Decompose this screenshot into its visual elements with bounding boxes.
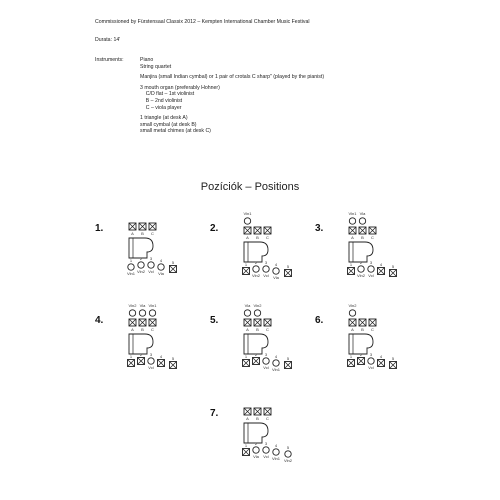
player-circle <box>253 266 259 272</box>
player-circle <box>368 266 374 272</box>
instrument-line: Manjira (small Indian cymbal) or 1 pair of crotals C sharp" (played by the pianist) <box>140 74 325 81</box>
seat-number: 2 <box>359 352 363 357</box>
position-diagram <box>315 211 395 305</box>
seat-number: 5 <box>286 356 290 361</box>
position-number: 6. <box>315 315 324 326</box>
bottom-player-label: Vcl <box>148 269 154 274</box>
position-number: 1. <box>95 223 104 234</box>
seat-number: 1 <box>129 354 133 359</box>
desk-label: B <box>256 327 259 332</box>
seat-number: 5 <box>391 264 395 269</box>
bottom-player-label: Vla <box>253 454 259 459</box>
piano-shape <box>244 242 268 262</box>
bottom-player-label: Vla <box>273 275 279 280</box>
instrument-line: small metal chimes (at desk C) <box>140 128 211 135</box>
seat-number: 2 <box>139 256 143 261</box>
desk-label: C <box>151 327 154 332</box>
position-number: 4. <box>95 315 104 326</box>
seat-number: 5 <box>286 445 290 450</box>
desk-label: A <box>131 231 134 236</box>
desk-label: B <box>256 416 259 421</box>
desk-label: B <box>141 231 144 236</box>
player-circle <box>129 310 135 316</box>
player-circle <box>358 266 364 272</box>
bottom-player-label: Vcl <box>263 454 269 459</box>
player-circle <box>149 310 155 316</box>
desk-label: A <box>246 235 249 240</box>
seat-number: 3 <box>264 441 268 446</box>
bottom-player-label: Vln2 <box>251 273 261 278</box>
top-player-label: Vln2 <box>128 303 137 308</box>
desk-label: C <box>266 416 269 421</box>
position-diagram-svg <box>109 215 199 305</box>
top-player-label: Vla <box>139 303 146 308</box>
player-circle <box>285 451 291 457</box>
seat-number: 5 <box>286 264 290 269</box>
instrument-line: B – 2nd violinist <box>140 97 183 104</box>
commission-line: Commissioned by Fürstensaal Classix 2012 – Kempten International Chamber Music Festival <box>95 19 310 25</box>
player-circle <box>349 218 355 224</box>
duration-line: Durata: 14' <box>95 37 121 43</box>
instrument-line: Piano <box>140 57 154 63</box>
desk-label: A <box>351 235 354 240</box>
top-player-label: Vln1 <box>348 211 357 216</box>
seat-number: 5 <box>171 260 175 265</box>
desk-label: C <box>266 327 269 332</box>
player-circle <box>158 264 164 270</box>
top-player-label: Vla <box>244 303 251 308</box>
desk-label: B <box>256 235 259 240</box>
position-diagram <box>95 215 175 305</box>
top-player-label: Vln1 <box>148 303 157 308</box>
position-diagram <box>210 400 293 490</box>
instrument-line: 3 mouth organ (preferably Hohner) <box>140 84 220 91</box>
seat-number: 5 <box>171 356 175 361</box>
bottom-player-label: Vln2 <box>136 269 146 274</box>
piano-shape <box>349 242 373 262</box>
bottom-player-label: Vcl <box>368 365 374 370</box>
bottom-player-label: Vcl <box>263 365 269 370</box>
seat-number: 4 <box>274 262 278 267</box>
player-circle <box>349 310 355 316</box>
player-circle <box>244 310 250 316</box>
seat-number: 1 <box>349 354 353 359</box>
seat-number: 4 <box>159 354 163 359</box>
seat-number: 4 <box>159 258 163 263</box>
position-number: 3. <box>315 223 324 234</box>
desk-label: C <box>371 327 374 332</box>
position-diagram <box>210 303 290 397</box>
seat-number: 1 <box>129 258 133 263</box>
section-title: Pozíciók – Positions <box>200 181 300 193</box>
seat-number: 3 <box>149 256 153 261</box>
piano-shape <box>244 423 268 443</box>
seat-number: 1 <box>349 262 353 267</box>
seat-number: 3 <box>149 352 153 357</box>
player-circle <box>148 358 154 364</box>
player-circle <box>148 262 154 268</box>
seat-number: 1 <box>244 443 248 448</box>
top-player-label: Vln2 <box>253 303 262 308</box>
instruments-list <box>140 57 324 135</box>
top-player-label: Vla <box>359 211 366 216</box>
player-circle <box>273 268 279 274</box>
desk-label: B <box>361 235 364 240</box>
bottom-player-label: Vln1 <box>271 456 281 461</box>
seat-number: 3 <box>264 260 268 265</box>
player-circle <box>244 218 250 224</box>
instrument-line: C – viola player <box>140 104 182 111</box>
desk-label: C <box>151 231 154 236</box>
desk-label: A <box>131 327 134 332</box>
bottom-player-label: Vln2 <box>356 273 366 278</box>
player-circle <box>263 266 269 272</box>
seat-number: 2 <box>359 260 363 265</box>
position-diagram-svg <box>109 303 199 397</box>
bottom-player-label: Vln1 <box>126 271 136 276</box>
player-circle <box>263 447 269 453</box>
player-circle <box>273 360 279 366</box>
player-circle <box>273 449 279 455</box>
seat-number: 2 <box>254 352 258 357</box>
piano-shape <box>349 334 373 354</box>
desk-label: B <box>361 327 364 332</box>
piano-shape <box>129 334 153 354</box>
seat-number: 4 <box>379 354 383 359</box>
position-diagram-svg <box>329 211 419 305</box>
seat-number: 2 <box>254 441 258 446</box>
seat-number: 1 <box>244 354 248 359</box>
player-circle <box>253 447 259 453</box>
instrument-line: 1 triangle (at desk A) <box>140 115 188 122</box>
bottom-player-label: Vcl <box>263 273 269 278</box>
player-circle <box>359 218 365 224</box>
bottom-player-label: Vln2 <box>283 458 293 463</box>
position-number: 2. <box>210 223 219 234</box>
position-number: 5. <box>210 315 219 326</box>
position-diagram-svg <box>224 303 314 397</box>
player-circle <box>254 310 260 316</box>
player-circle <box>368 358 374 364</box>
instrument-line: C/D flat – 1st violinist <box>140 91 195 98</box>
desk-label: C <box>371 235 374 240</box>
player-circle <box>139 310 145 316</box>
position-diagram-svg <box>224 400 314 490</box>
desk-label: A <box>246 327 249 332</box>
bottom-player-label: Vla <box>158 271 164 276</box>
seat-number: 4 <box>379 262 383 267</box>
position-diagram-svg <box>224 211 314 305</box>
seat-number: 4 <box>274 354 278 359</box>
position-diagram <box>210 211 290 305</box>
seat-number: 2 <box>254 260 258 265</box>
instrument-line: String quartet <box>140 63 172 70</box>
instrument-line: small cymbal (at desk B) <box>140 121 197 128</box>
bottom-player-label: Vcl <box>368 273 374 278</box>
instruments-label: Instruments: <box>95 57 124 63</box>
seat-number: 4 <box>274 443 278 448</box>
seat-number: 5 <box>391 356 395 361</box>
piano-shape <box>129 238 153 258</box>
seat-number: 1 <box>244 262 248 267</box>
top-player-label: Vln2 <box>348 303 357 308</box>
desk-label: B <box>141 327 144 332</box>
player-circle <box>263 358 269 364</box>
desk-label: A <box>246 416 249 421</box>
position-diagram <box>95 303 175 397</box>
piano-shape <box>244 334 268 354</box>
player-circle <box>138 262 144 268</box>
seat-number: 2 <box>139 352 143 357</box>
seat-number: 3 <box>369 352 373 357</box>
position-number: 7. <box>210 408 219 419</box>
player-circle <box>128 264 134 270</box>
seat-number: 3 <box>264 352 268 357</box>
seat-number: 3 <box>369 260 373 265</box>
bottom-player-label: Vln1 <box>271 367 281 372</box>
bottom-player-label: Vcl <box>148 365 154 370</box>
desk-label: C <box>266 235 269 240</box>
desk-label: A <box>351 327 354 332</box>
top-player-label: Vln1 <box>243 211 252 216</box>
position-diagram <box>315 303 395 397</box>
position-diagram-svg <box>329 303 419 397</box>
